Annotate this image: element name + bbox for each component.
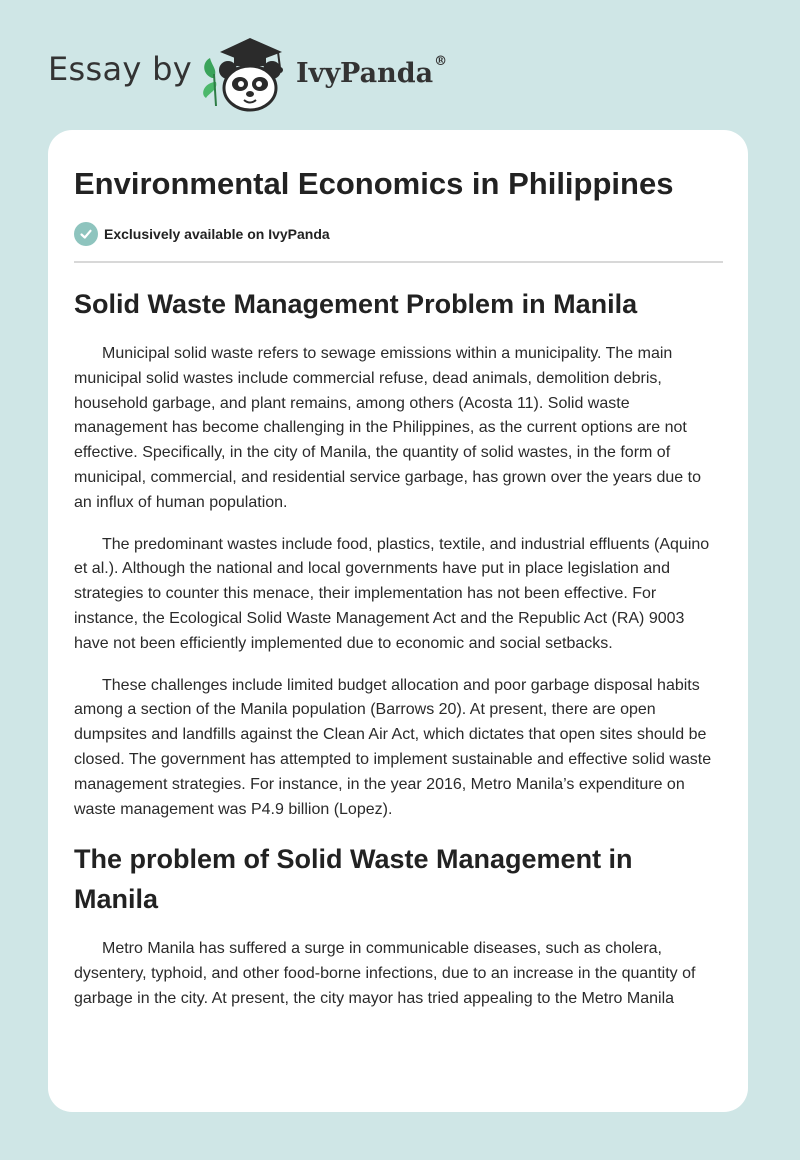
paragraph: The predominant wastes include food, plastics, textile, and industrial effluents (Aquino et al.). Although the national and local governments have put in place legislation and strategies to counter this menace, their implementation has not been effective. For instance, the Ecological Solid Waste Management Act and the Republic Act (RA) 9003 have not been efficiently implemented due to economic and social setbacks. bbox=[74, 535, 710, 652]
page-title: Environmental Economics in Philippines bbox=[74, 166, 674, 201]
leaf-icon bbox=[203, 58, 216, 106]
paragraph: Municipal solid waste refers to sewage emissions within a municipality. The main municipal solid wastes include commercial refuse, dead animals, demolition debris, household garbage, and plant remains, among others (Acosta 11). Solid waste management has become challenging in the Philippines, as the current options are not effective. Specifically, in the city of Manila, the quantity of solid wastes, in the form of municipal, commercial, and residential service garbage, has grown over the years due to an influx of human population. bbox=[74, 345, 701, 511]
section-heading: The problem of Solid Waste Management in Manila bbox=[74, 844, 633, 915]
badge-label: Exclusively available on IvyPanda bbox=[104, 226, 330, 242]
brand-name[interactable]: IvyPanda® bbox=[296, 54, 448, 89]
essay-by-label: Essay by bbox=[48, 50, 192, 88]
paragraph: Metro Manila has suffered a surge in communicable diseases, such as cholera, dysentery, typhoid, and other food-borne infections, due to an increase in the quantity of garbage in the city. At present, the city mayor has tried appealing to the Metro Manila bbox=[74, 940, 696, 1007]
article-body bbox=[74, 278, 723, 1029]
essay-card bbox=[48, 130, 748, 1112]
divider bbox=[74, 261, 723, 263]
section-heading: Solid Waste Management Problem in Manila bbox=[74, 289, 638, 319]
site-header bbox=[48, 34, 548, 114]
trademark-symbol: ® bbox=[434, 54, 448, 69]
paragraph: These challenges include limited budget allocation and poor garbage disposal habits among a section of the Manila population (Barrows 20). At present, there are open dumpsites and landfills against the Clean Air Act, which dictates that open sites should be closed. The government has attempted to implement sustainable and effective solid waste management strategies. For instance, in the year 2016, Metro Manila’s expenditure on waste management was P4.9 billion (Lopez). bbox=[74, 676, 712, 818]
check-icon bbox=[74, 222, 98, 246]
panda-graduate-icon[interactable] bbox=[198, 34, 294, 114]
exclusive-badge bbox=[74, 222, 330, 246]
